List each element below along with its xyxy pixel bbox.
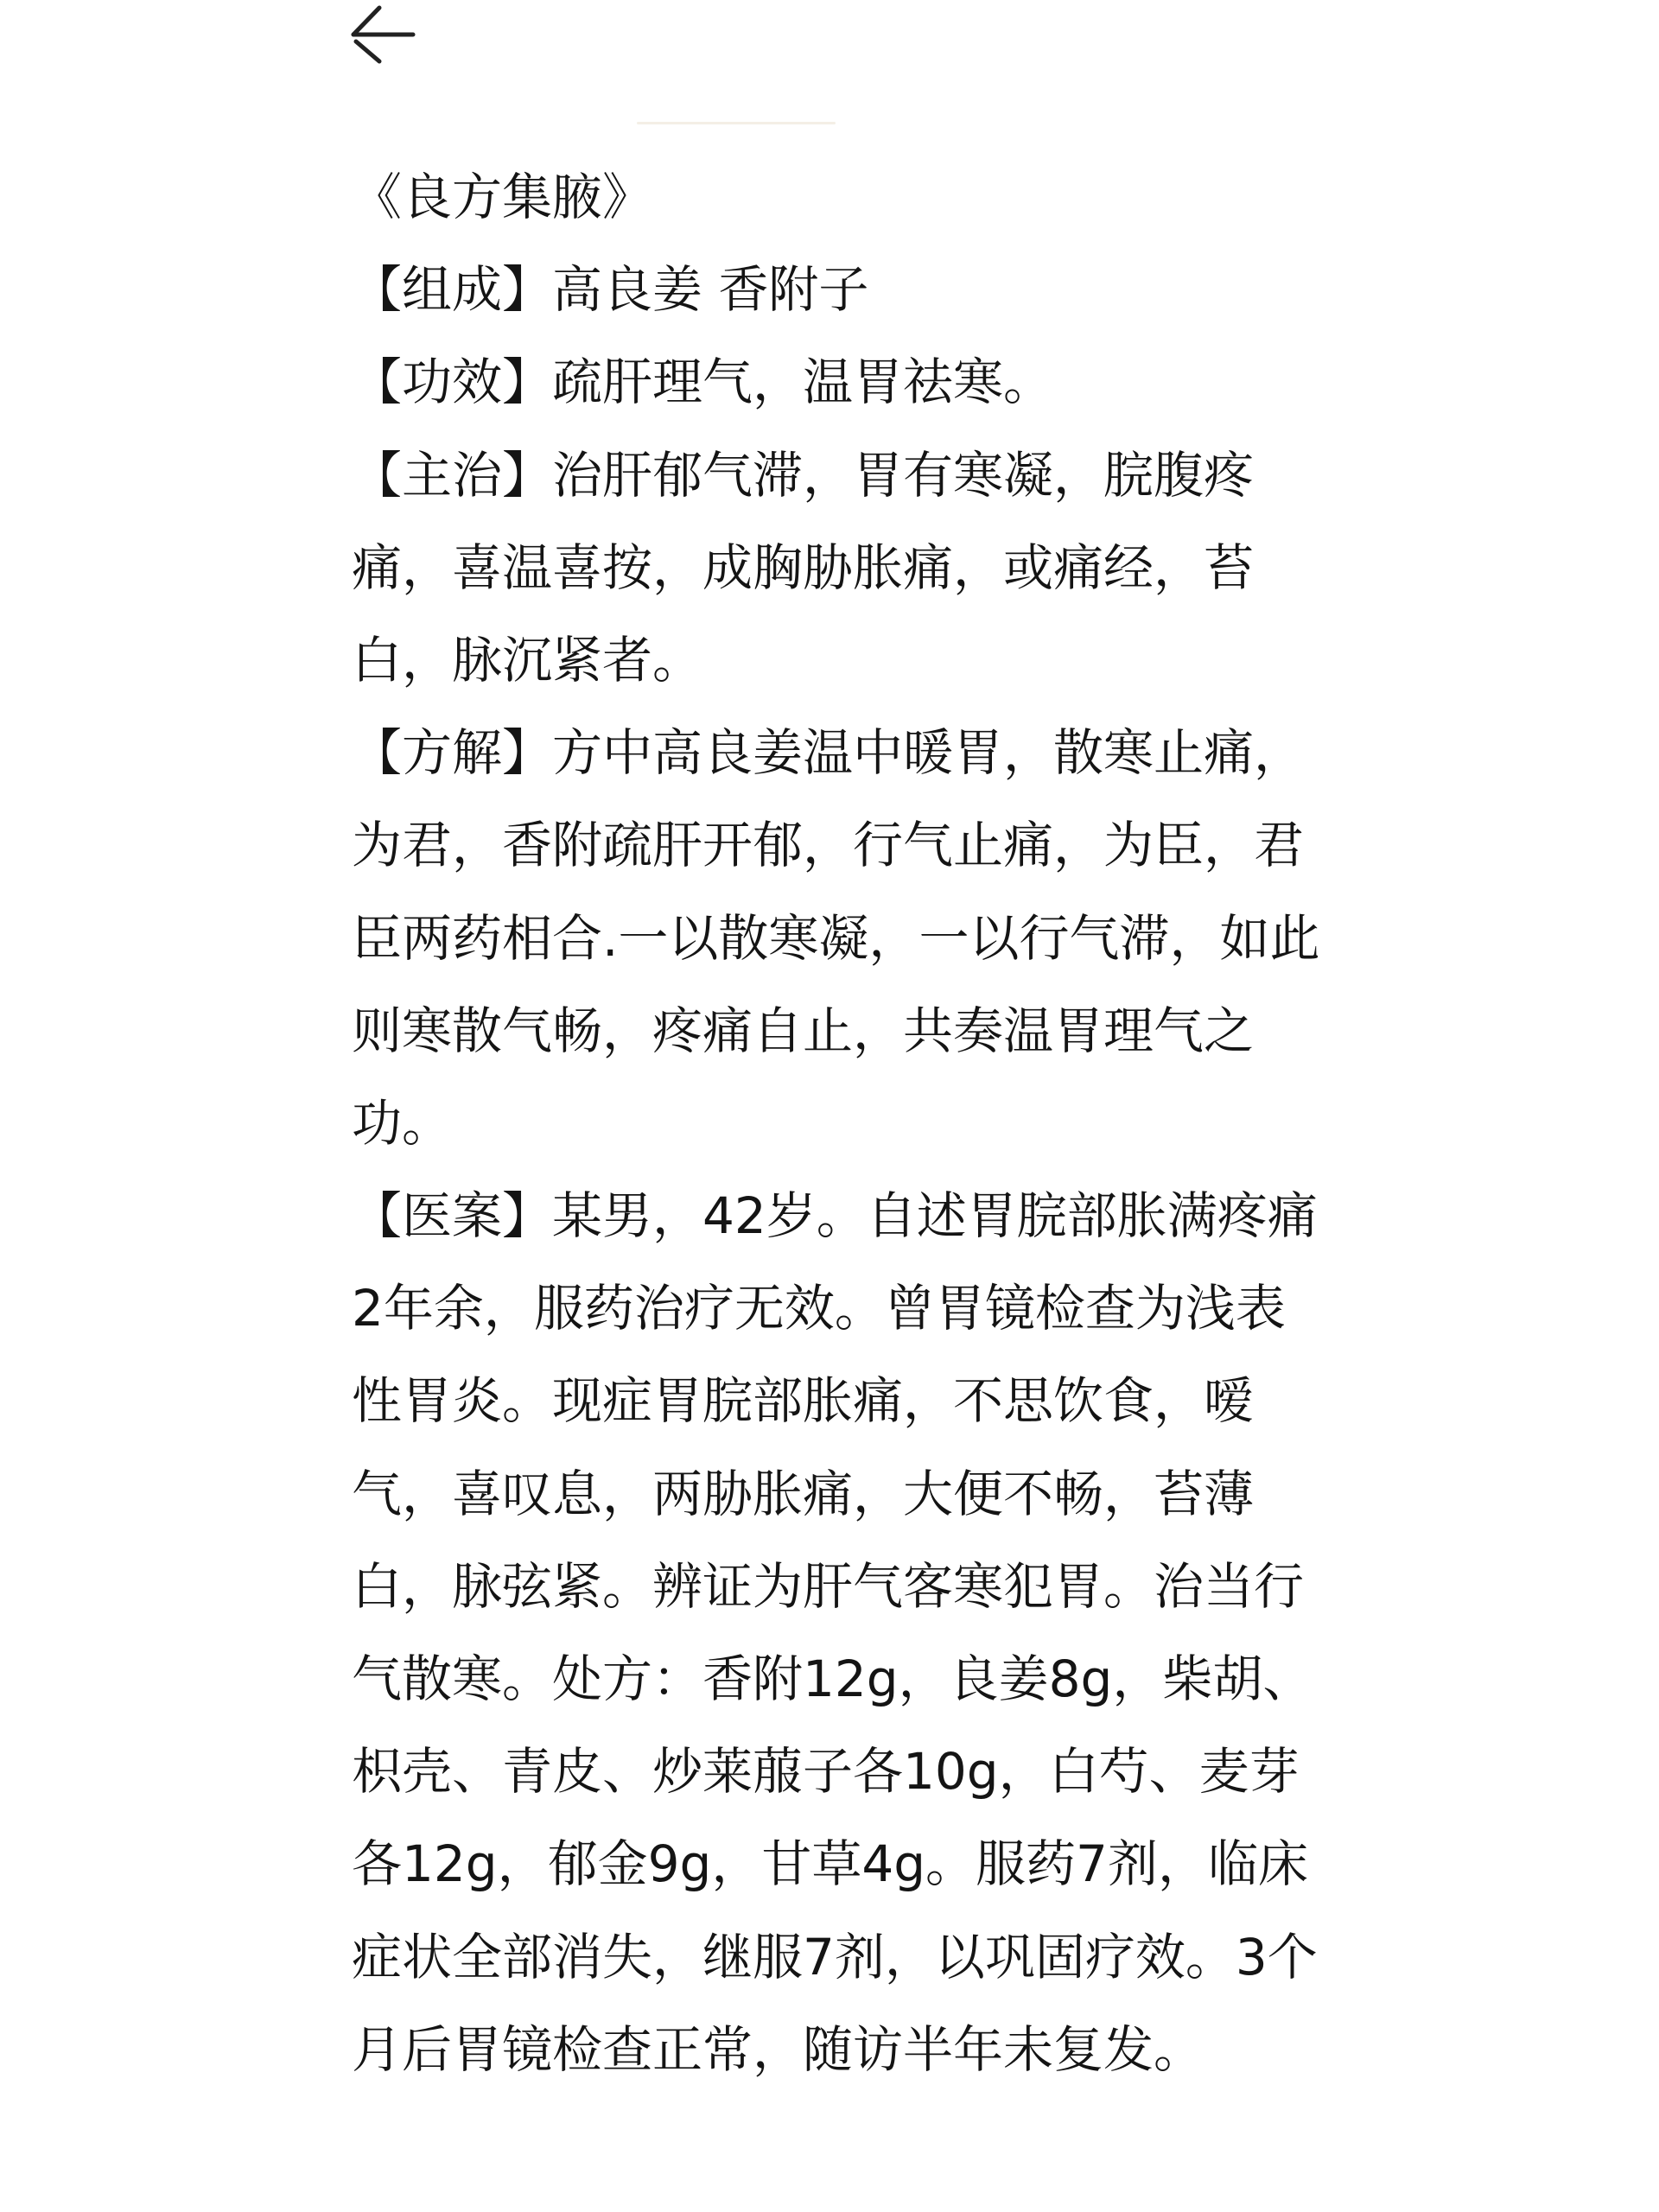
indications-line: 痛，喜温喜按，成胸胁胀痛，或痛经，苔: [352, 537, 1255, 597]
case-line: 气散寒。处方：香附12g，良姜8g，柴胡、: [352, 1649, 1313, 1708]
case-line: 月后胃镜检查正常，随访半年未复发。: [352, 2019, 1205, 2079]
back-button[interactable]: [344, 0, 423, 71]
article-body: [352, 151, 1389, 2096]
indications-line: 【主治】治肝郁气滞，胃有寒凝，脘腹疼: [352, 445, 1255, 505]
case-line: 症状全部消失，继服7剂，以巩固疗效。3个: [352, 1927, 1318, 1986]
header-divider: [637, 122, 836, 124]
explanation-line: 臣两药相合.一以散寒凝，一以行气滞，如此: [352, 908, 1320, 968]
explanation-line: 则寒散气畅，疼痛自止，共奏温胃理气之: [352, 1001, 1255, 1060]
case-line: 气，喜叹息，两胁胀痛，大便不畅，苔薄: [352, 1464, 1255, 1523]
explanation-line: 为君，香附疏肝开郁，行气止痛，为臣，君: [352, 816, 1305, 875]
composition-line: 【组成】高良姜 香附子: [352, 260, 869, 320]
efficacy-line: 【功效】疏肝理气，温胃祛寒。: [352, 353, 1054, 412]
indications-line: 白，脉沉紧者。: [352, 630, 703, 690]
case-line: 【医案】某男，42岁。自述胃脘部胀满疼痛: [352, 1186, 1318, 1246]
arrow-left-icon: [344, 0, 423, 71]
article-title: 《良方集腋》: [352, 168, 653, 226]
case-line: 各12g，郁金9g，甘草4g。服药7剂，临床: [352, 1834, 1308, 1894]
case-line: 白，脉弦紧。辨证为肝气客寒犯胃。治当行: [352, 1556, 1305, 1616]
case-line: 性胃炎。现症胃脘部胀痛，不思饮食，嗳: [352, 1371, 1255, 1431]
explanation-line: 【方解】方中高良姜温中暖胃，散寒止痛，: [352, 723, 1305, 783]
case-line: 2年余，服药治疗无效。曾胃镜检查为浅表: [352, 1279, 1286, 1338]
case-line: 枳壳、青皮、炒莱菔子各10g，白芍、麦芽: [352, 1742, 1300, 1802]
explanation-line: 功。: [352, 1093, 453, 1153]
